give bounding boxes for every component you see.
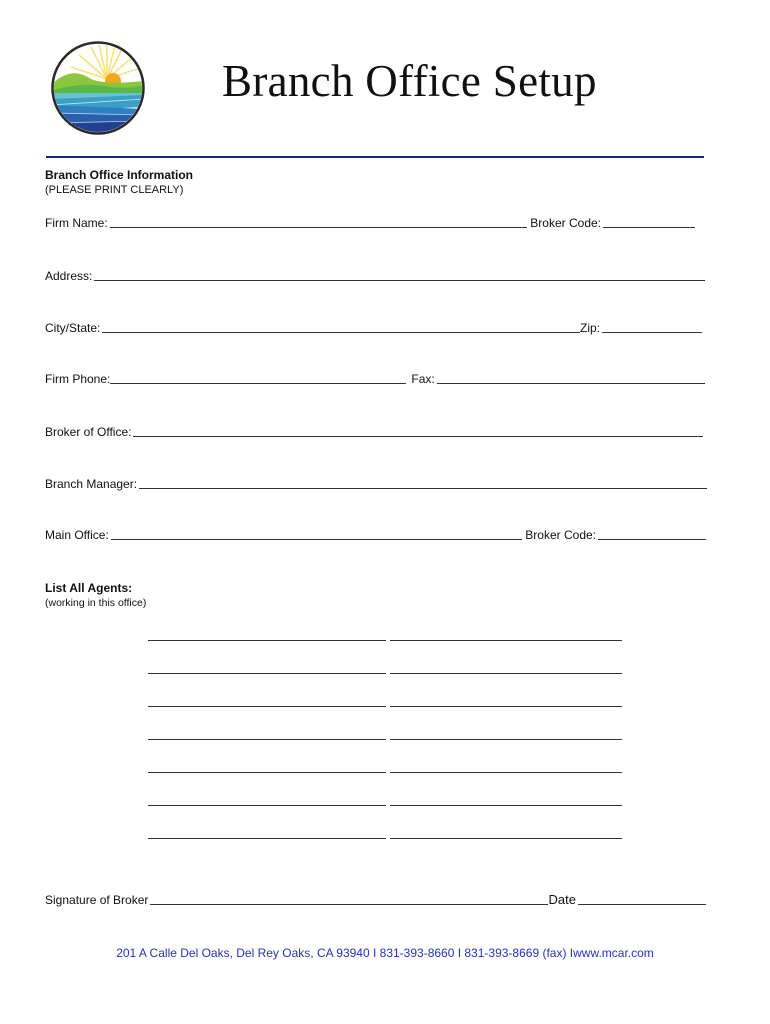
- branch-manager-row: [45, 477, 707, 491]
- main-office-row: [45, 528, 706, 542]
- firm-name-label: Firm Name:: [45, 216, 108, 230]
- phone-fax-row: [45, 372, 705, 386]
- signature-label: Signature of Broker: [45, 893, 149, 907]
- sunrise-landscape-logo-icon: [51, 41, 145, 135]
- agent-line[interactable]: [148, 772, 386, 773]
- signature-row: [45, 893, 706, 907]
- agent-line[interactable]: [390, 739, 622, 740]
- broker-code-field[interactable]: [603, 227, 695, 228]
- agent-line[interactable]: [148, 805, 386, 806]
- agents-title: List All Agents:: [45, 581, 133, 595]
- firm-phone-field[interactable]: [110, 383, 406, 384]
- zip-label: Zip:: [579, 321, 600, 335]
- agent-line[interactable]: [148, 739, 386, 740]
- section-subtitle: (PLEASE PRINT CLEARLY): [45, 184, 184, 196]
- agent-line[interactable]: [390, 673, 622, 674]
- agent-line[interactable]: [390, 772, 622, 773]
- zip-field[interactable]: [602, 332, 702, 333]
- main-broker-code-field[interactable]: [598, 539, 706, 540]
- branch-manager-label: Branch Manager:: [45, 477, 138, 491]
- city-state-field[interactable]: [102, 332, 580, 333]
- firm-phone-label: Firm Phone:: [45, 372, 111, 386]
- broker-of-office-field[interactable]: [133, 436, 703, 437]
- agent-line[interactable]: [390, 838, 622, 839]
- agent-line[interactable]: [148, 838, 386, 839]
- broker-of-office-label: Broker of Office:: [45, 425, 132, 439]
- address-row: [45, 269, 705, 283]
- date-label: Date: [548, 892, 576, 907]
- signature-field[interactable]: [150, 904, 547, 905]
- agent-line[interactable]: [390, 805, 622, 806]
- address-field[interactable]: [94, 280, 705, 281]
- agent-line[interactable]: [148, 640, 386, 641]
- agent-line[interactable]: [148, 673, 386, 674]
- footer-contact: 201 A Calle Del Oaks, Del Rey Oaks, CA 93940 I 831-393-8660 I 831-393-8669 (fax) Iwww.mcar.com: [116, 946, 654, 960]
- date-field[interactable]: [578, 904, 706, 905]
- city-state-label: City/State:: [45, 321, 101, 335]
- fax-label: Fax:: [411, 372, 435, 386]
- main-broker-code-label: Broker Code:: [525, 528, 596, 542]
- city-state-row: [45, 321, 702, 335]
- section-title: Branch Office Information: [45, 168, 194, 182]
- page-title: Branch Office Setup: [222, 56, 597, 106]
- address-label: Address:: [45, 269, 93, 283]
- fax-field[interactable]: [437, 383, 705, 384]
- firm-name-field[interactable]: [110, 227, 528, 228]
- agent-line[interactable]: [390, 640, 622, 641]
- agent-line[interactable]: [390, 706, 622, 707]
- broker-of-office-row: [45, 425, 703, 439]
- firm-name-row: [45, 216, 695, 230]
- agent-line[interactable]: [148, 706, 386, 707]
- broker-code-label: Broker Code:: [530, 216, 601, 230]
- header-divider: [46, 156, 704, 158]
- branch-manager-field[interactable]: [139, 488, 707, 489]
- main-office-label: Main Office:: [45, 528, 109, 542]
- agents-subtitle: (working in this office): [45, 597, 147, 609]
- main-office-field[interactable]: [111, 539, 522, 540]
